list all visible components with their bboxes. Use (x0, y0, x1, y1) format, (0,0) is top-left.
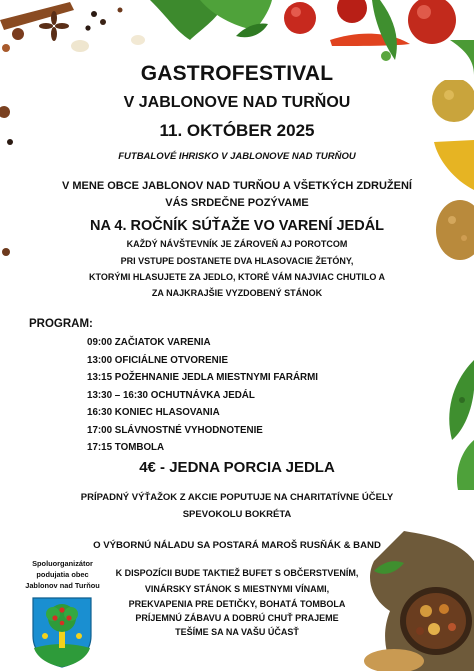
charity-line-2: SPEVOKOLU BOKRÉTA (182, 509, 292, 520)
coorganizer-line-3: Jablonov nad Turňou (25, 581, 100, 590)
coorganizer-line-1: Spoluorganizátor (32, 559, 93, 568)
program-list (87, 334, 318, 457)
extras-line-1: K DISPOZÍCII BUDE TAKTIEŽ BUFET S OBČERSTVENÍM, (115, 568, 359, 578)
event-title: GASTROFESTIVAL (140, 62, 334, 85)
program-item: 13:15 POŽEHNANIE JEDLA MIESTNYMI FARÁRMI (87, 372, 318, 383)
charity-line-1: PRÍPADNÝ VÝŤAŽOK Z AKCIE POPUTUJE NA CHARITATÍVNE ÚČELY (80, 492, 394, 503)
program-label: PROGRAM: (29, 318, 93, 330)
price-line: 4€ - JEDNA PORCIA JEDLA (139, 459, 335, 476)
extras-line-2: VINÁRSKY STÁNOK S MIESTNYMI VÍNAMI, (144, 584, 330, 594)
program-item: 13:00 OFICIÁLNE OTVORENIE (87, 354, 228, 366)
extras-line-4: PRÍJEMNÚ ZÁBAVU A DOBRÚ CHUŤ PRAJEME (135, 613, 339, 623)
extras-line-3: PREKVAPENIA PRE DETIČKY, BOHATÁ TOMBOLA (128, 599, 346, 609)
jury-line: KAŽDÝ NÁVŠTEVNÍK JE ZÁROVEŇ AJ POROTCOM (126, 239, 348, 249)
invitation-line-1: V MENE OBCE JABLONOV NAD TURŇOU A VŠETKÝCH ZDRUŽENÍ (62, 180, 412, 192)
coorganizer-line-2: podujatia obec (36, 570, 89, 579)
voting-line-3: ZA NAJKRAJŠIE VYZDOBENÝ STÁNOK (151, 288, 323, 298)
voting-line-2: KTORÝMI HLASUJETE ZA JEDLO, KTORÉ VÁM NAJVIAC CHUTILO A (88, 272, 386, 282)
program-item: 17:00 SLÁVNOSTNÉ VYHODNOTENIE (87, 424, 263, 436)
competition-heading: NA 4. ROČNÍK SÚŤAŽE VO VARENÍ JEDÁL (89, 218, 385, 234)
event-location: V JABLONOVE NAD TURŇOU (123, 94, 351, 111)
band-line: O VÝBORNÚ NÁLADU SA POSTARÁ MAROŠ RUSŇÁK & BAND (93, 540, 381, 551)
event-venue: FUTBALOVÉ IHRISKO V JABLONOVE NAD TURŇOU (118, 151, 356, 162)
municipality-crest-icon (31, 596, 93, 668)
program-item: 16:30 KONIEC HLASOVANIA (87, 407, 220, 418)
extras-line-5: TEŠÍME SA NA VAŠU ÚČASŤ (175, 627, 299, 637)
program-item: 09:00 ZAČIATOK VARENIA (87, 337, 211, 348)
invitation-line-2: VÁS SRDEČNE POZÝVAME (165, 197, 309, 209)
program-item: 17:15 TOMBOLA (87, 442, 165, 453)
voting-line-1: PRI VSTUPE DOSTANETE DVA HLASOVACIE ŽETÓNY, (120, 256, 354, 266)
event-date: 11. OKTÓBER 2025 (159, 121, 315, 140)
program-item: 13:30 – 16:30 OCHUTNÁVKA JEDÁL (87, 389, 255, 401)
